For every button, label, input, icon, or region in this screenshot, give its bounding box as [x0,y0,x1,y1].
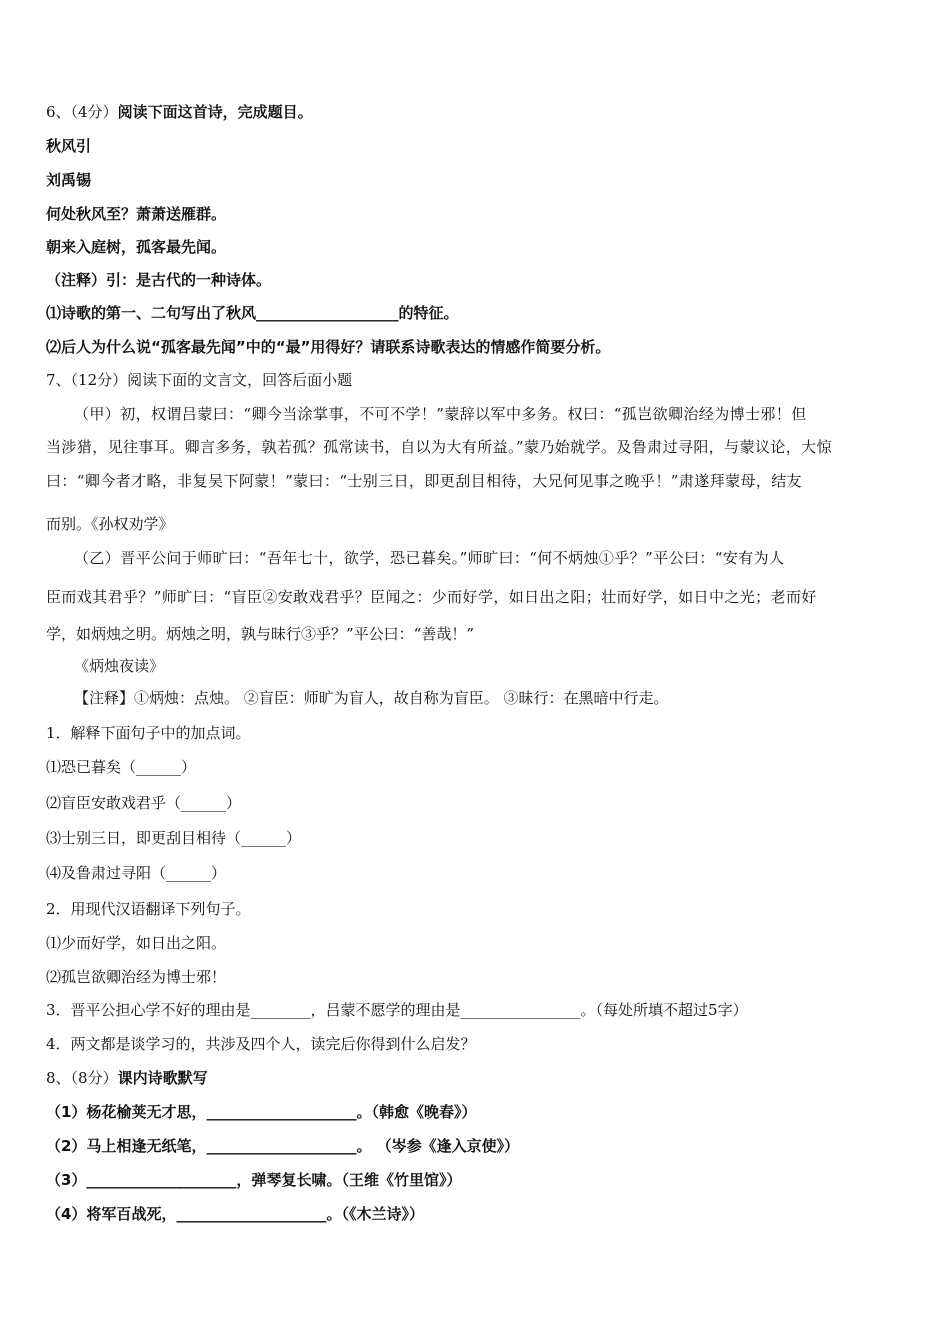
q7-sub3: 3．晋平公担心学不好的理由是________，吕蒙不愿学的理由是________________。（每处所填不超过5字） [46,1001,748,1019]
q8-line-4: （4）将军百战死，____________________。（《木兰诗》） [46,1205,424,1223]
passage-yi-line-1: （乙）晋平公问于师旷曰：“吾年七十，欲学，恐已暮矣。”师旷曰：“何不炳烛①乎？”平公曰：“安有为人 [74,549,785,567]
q7-number: 7、 [46,371,71,389]
q8-instruction: 课内诗歌默写 [117,1069,208,1087]
q8-number: 8、 [46,1069,71,1087]
q8-line-3: （3）____________________，弹琴复长啸。（王维《竹里馆》） [46,1171,462,1189]
q7-sub1-d: ⑷及鲁肃过寻阳（______） [46,864,227,882]
q7-sub2-b: ⑵孤岂欲卿治经为博士邪！ [46,968,227,986]
q7-sub1-b: ⑵盲臣安敢戏君乎（______） [46,794,242,812]
q8-line-2: （2）马上相逢无纸笔，____________________。 （岑参《逢入京使》） [46,1137,520,1155]
q6-subquestion-1: ⑴诗歌的第一、二句写出了秋风___________________的特征。 [46,304,459,322]
passage-jia-line-2: 当涉猎，见往事耳。卿言多务，孰若孤？孤常读书，自以为大有所益。”蒙乃始就学。及鲁肃过寻阳，与蒙议论，大惊 [46,438,832,456]
q6-subquestion-2: ⑵后人为什么说“孤客最先闻”中的“最”用得好？请联系诗歌表达的情感作简要分析。 [46,338,611,356]
q8-header [46,1068,208,1088]
q6-header [46,102,313,122]
passage-jia-line-4: 而别。《孙权劝学》 [46,515,174,533]
poem-note: （注释）引：是古代的一种诗体。 [46,271,272,289]
q7-score: （12分） [70,371,128,389]
passage-jia-line-3: 曰：“卿今者才略，非复吴下阿蒙！”蒙曰：“士别三日，即更刮目相待，大兄何见事之晚乎！”肃遂拜蒙母，结友 [46,472,803,490]
poem-author: 刘禹锡 [46,171,92,189]
q6-score: （4分） [70,103,118,121]
poem-title: 秋风引 [46,137,92,155]
q7-sub2-a: ⑴少而好学，如日出之阳。 [46,934,227,952]
q6-number: 6、 [46,103,71,121]
passage-yi-note: 【注释】①炳烛：点烛。 ②盲臣：师旷为盲人，故自称为盲臣。 ③昧行：在黑暗中行走。 [74,689,669,707]
q7-sub1-c: ⑶士别三日，即更刮目相待（______） [46,829,302,847]
q7-sub1-a: ⑴恐已暮矣（______） [46,758,197,776]
q7-instruction: 阅读下面的文言文，回答后面小题 [127,371,353,389]
passage-yi-title: 《炳烛夜读》 [74,657,165,675]
q7-sub4: 4．两文都是谈学习的，共涉及四个人，读完后你得到什么启发？ [46,1035,476,1053]
passage-yi-line-3: 学，如炳烛之明。炳烛之明，孰与昧行③乎？”平公曰：“善哉！” [46,625,475,643]
passage-jia-line-1: （甲）初，权谓吕蒙曰：“卿今当涂掌事，不可不学！”蒙辞以军中多务。权曰：“孤岂欲卿治经为博士邪！但 [74,405,807,423]
passage-yi-line-2: 臣而戏其君乎？”师旷曰：“盲臣②安敢戏君乎？臣闻之：少而好学，如日出之阳；壮而好学，如日中之光；老而好 [46,588,817,606]
q8-line-1: （1）杨花榆荚无才思，____________________。（韩愈《晚春》） [46,1103,477,1121]
q8-score: （8分） [70,1069,118,1087]
q7-header [46,370,352,390]
q7-sub1-title: 1．解释下面句子中的加点词。 [46,724,251,742]
poem-line-1: 何处秋风至？萧萧送雁群。 [46,205,227,223]
q7-sub2-title: 2．用现代汉语翻译下列句子。 [46,900,251,918]
q6-instruction: 阅读下面这首诗，完成题目。 [117,103,313,121]
poem-line-2: 朝来入庭树，孤客最先闻。 [46,238,227,256]
